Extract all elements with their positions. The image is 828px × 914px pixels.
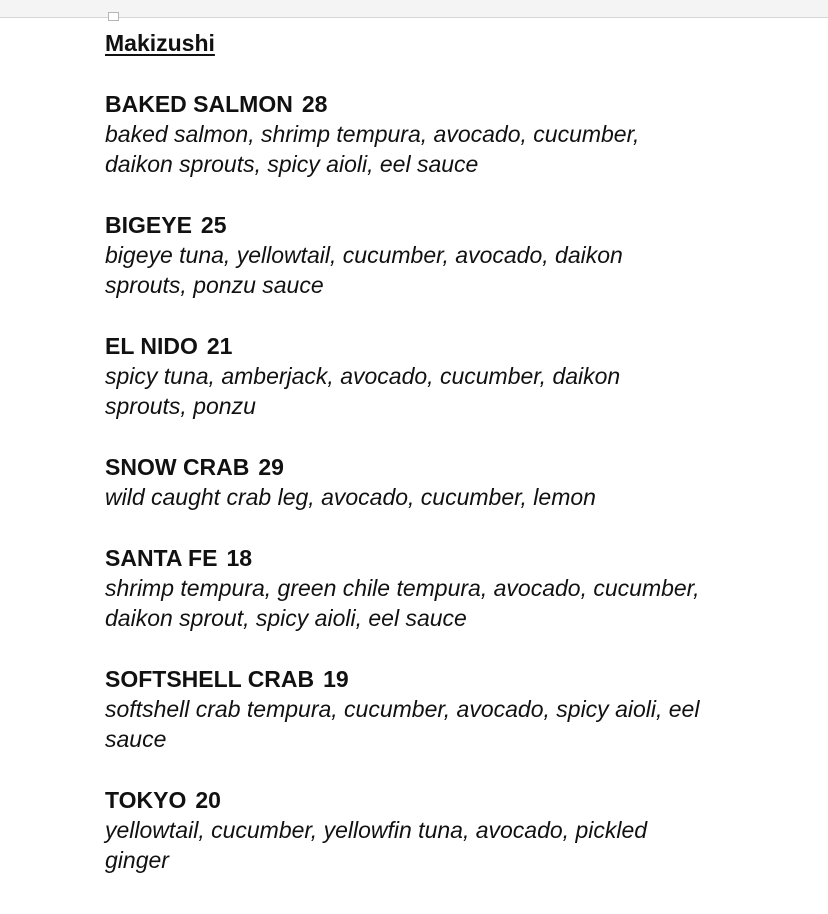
menu-item-name: BIGEYE bbox=[105, 212, 192, 238]
menu-item-description-line: ginger bbox=[105, 847, 169, 873]
menu-item-description-line: softshell crab tempura, cucumber, avocado, spicy aioli, eel bbox=[105, 696, 700, 722]
menu-item-heading bbox=[105, 452, 805, 482]
menu-item-price: 25 bbox=[200, 212, 227, 238]
section-title: Makizushi bbox=[105, 30, 215, 56]
menu-item-price: 18 bbox=[226, 545, 253, 571]
menu-item-price: 20 bbox=[195, 787, 221, 813]
menu-item-description-line: baked salmon, shrimp tempura, avocado, cucumber, bbox=[105, 121, 640, 147]
menu-item bbox=[105, 785, 805, 875]
menu-item-heading bbox=[105, 331, 805, 361]
document-top-bar bbox=[0, 0, 828, 18]
menu-item-description-line: sauce bbox=[105, 726, 167, 752]
menu-item-heading bbox=[105, 89, 805, 119]
menu-item-description-line: yellowtail, cucumber, yellowfin tuna, avocado, pickled bbox=[105, 817, 648, 843]
menu-item-name: SANTA FE bbox=[105, 545, 218, 571]
menu-item-price: 21 bbox=[206, 333, 233, 359]
menu-item-description-line: sprouts, ponzu sauce bbox=[105, 272, 324, 298]
menu-item bbox=[105, 210, 805, 300]
menu-item-description-line: wild caught crab leg, avocado, cucumber, lemon bbox=[105, 484, 596, 510]
menu-item bbox=[105, 664, 805, 754]
menu-item-price: 29 bbox=[258, 454, 284, 480]
document-page bbox=[105, 28, 805, 906]
menu-item-description-line: shrimp tempura, green chile tempura, avocado, cucumber, bbox=[105, 575, 700, 601]
menu-item-description-line: daikon sprouts, spicy aioli, eel sauce bbox=[105, 151, 479, 177]
menu-item-description-line: spicy tuna, amberjack, avocado, cucumber, daikon bbox=[105, 363, 621, 389]
menu-item-heading bbox=[105, 785, 805, 815]
menu-item-name: EL NIDO bbox=[105, 333, 198, 359]
menu-item-description-line: sprouts, ponzu bbox=[105, 393, 256, 419]
menu-item-price: 28 bbox=[301, 91, 328, 117]
menu-item-name: BAKED SALMON bbox=[105, 91, 293, 117]
menu-item bbox=[105, 452, 805, 512]
menu-item bbox=[105, 331, 805, 421]
menu-item-heading bbox=[105, 543, 805, 573]
menu-item-price: 19 bbox=[323, 666, 349, 692]
menu-item-heading bbox=[105, 210, 805, 240]
menu-item-name: SNOW CRAB bbox=[105, 454, 250, 480]
menu-item-heading bbox=[105, 664, 805, 694]
menu-item bbox=[105, 543, 805, 633]
menu-item-description-line: bigeye tuna, yellowtail, cucumber, avocado, daikon bbox=[105, 242, 623, 268]
menu-item bbox=[105, 89, 805, 179]
text-cursor-marker bbox=[108, 12, 119, 21]
menu-item-name: TOKYO bbox=[105, 787, 187, 813]
menu-item-name: SOFTSHELL CRAB bbox=[105, 666, 315, 692]
menu-list bbox=[105, 89, 805, 875]
menu-item-description-line: daikon sprout, spicy aioli, eel sauce bbox=[105, 605, 467, 631]
